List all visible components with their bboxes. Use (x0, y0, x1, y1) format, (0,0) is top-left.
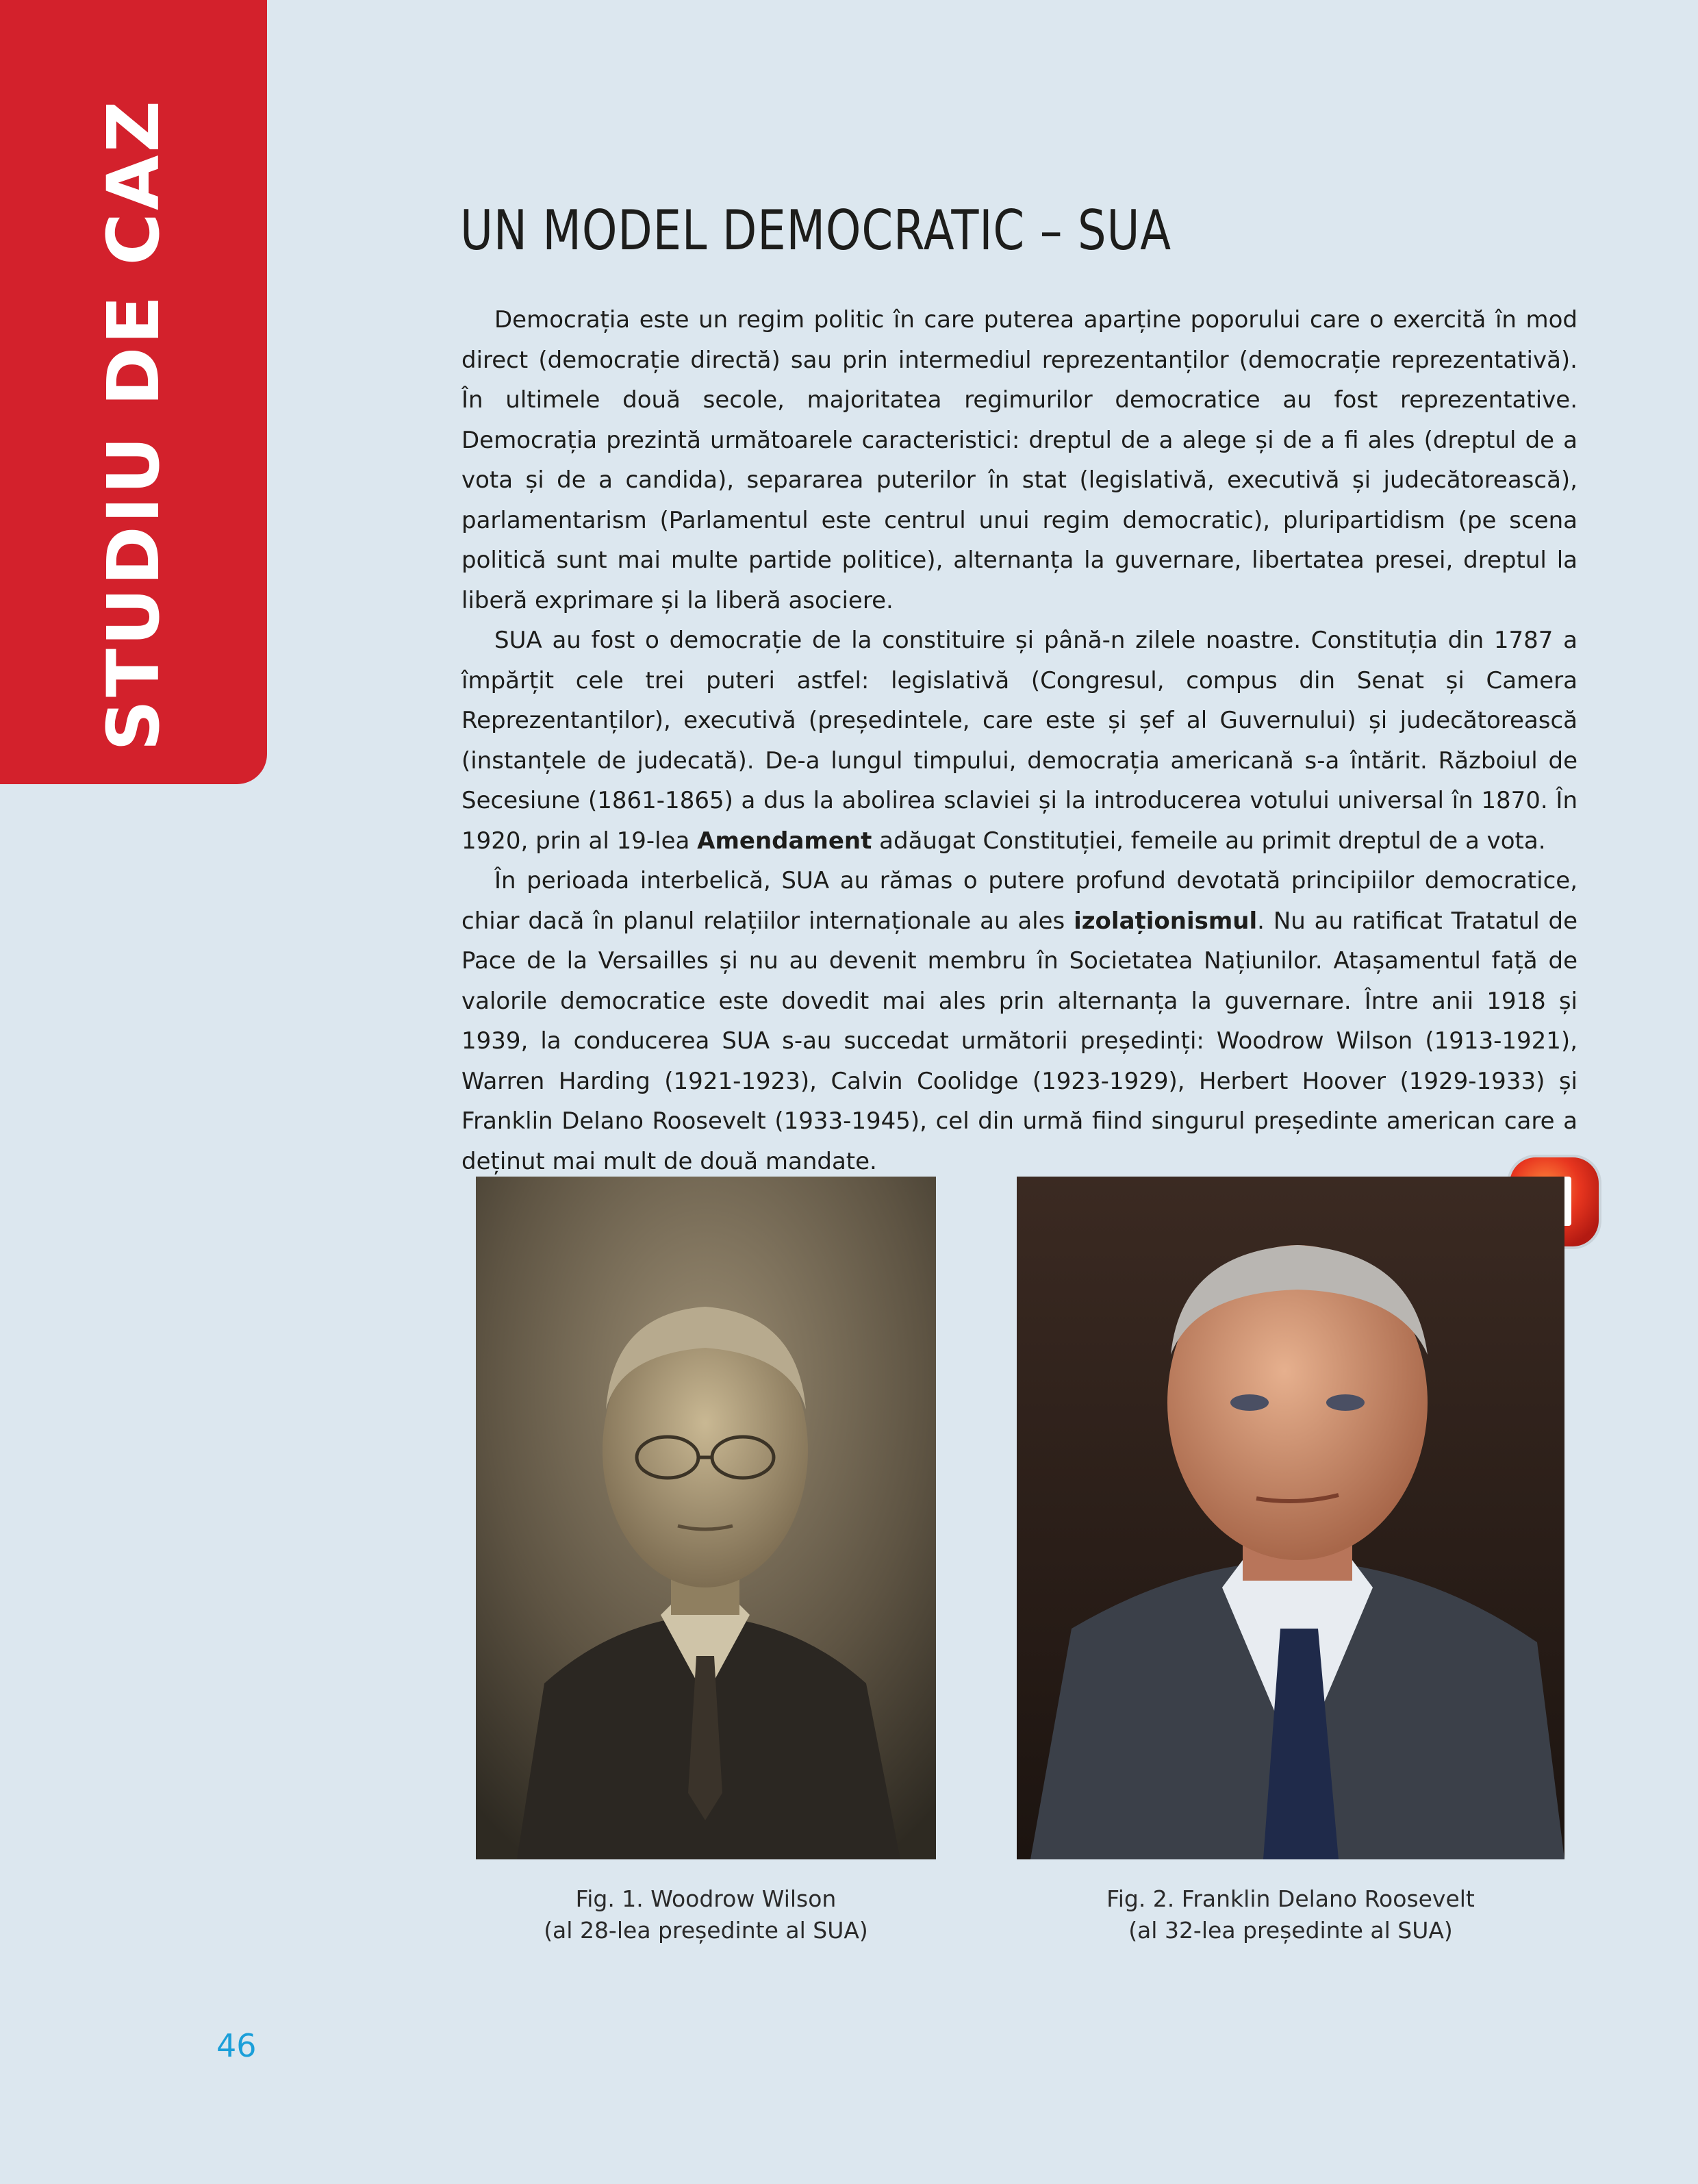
keyword-izolationismul: izolaționismul (1074, 907, 1258, 935)
paragraph-1: Democrația este un regim politic în care puterea aparține poporului care o exercită în mod direct (democrație directă) sau prin intermediul reprezentanților (democrație reprezentativă). În ultimele două secole, majoritatea regimurilor democratice au fost reprezentative. Democrația prezintă următoarele caracteristici: dreptul de a alege și de a fi ales (dreptul de a vota și de a candida), separarea puterilor în stat (legislativă, executivă și judecătorească), parlamentarism (Parlamentul este centrul unui regim democratic), pluripartidism (pe scena politică sunt mai multe partide politice), alternanța la guvernare, libertatea presei, dreptul la liberă exprimare și la liberă asociere. (461, 306, 1577, 614)
figure-1-caption: Fig. 1. Woodrow Wilson (al 28-lea președinte al SUA) (544, 1885, 868, 1944)
figure-2-caption: Fig. 2. Franklin Delano Roosevelt (al 32-lea președinte al SUA) (1106, 1885, 1475, 1944)
keyword-amendament: Amendament (697, 827, 872, 855)
paragraph-3: În perioada interbelică, SUA au rămas o putere profund devotată principiilor democratice, chiar dacă în planul relațiilor internaționale au ales izolaționismul. Nu au ratificat Tratatul de Pace de la Versailles și nu au devenit membru în Societatea Națiunilor. Atașamentul față de valorile democratice este dovedit mai ales prin alternanța la guvernare. Între anii 1918 și 1939, la conducerea SUA s-au succedat următorii președinți: Woodrow Wilson (1913-1921), Warren Harding (1921-1923), Calvin Coolidge (1923-1929), Herbert Hoover (1929-1933) și Franklin Delano Roosevelt (1933-1945), cel din urmă fiind singurul președinte american care a deținut mai mult de două mandate. (461, 867, 1578, 1175)
page-number: 46 (216, 2027, 257, 2064)
paragraph-2: SUA au fost o democrație de la constituire și până-n zilele noastre. Constituția din 1787 a împărțit cele trei puteri astfel: legislativă (Congresul, compus din Senat și Camera Reprezentanților), executivă (președintele, care este și șef al Guvernului) și judecătorească (instanțele de judecată). De-a lungul timpului, democrația americană s-a întărit. Războiul de Secesiune (1861-1865) a dus la abolirea sclaviei și la introducerea votului universal în 1870. În 1920, prin al 19-lea Amendament adăugat Constituției, femeile au primit dreptul de a vota. (461, 627, 1577, 855)
section-tab (0, 0, 267, 784)
article-body (461, 300, 1577, 1181)
section-tab-label: STUDIU DE CAZ (92, 98, 175, 751)
figure-2-portrait (1017, 1177, 1564, 1859)
figure-1-portrait (476, 1177, 936, 1859)
page-title: UN MODEL DEMOCRATIC – SUA (460, 199, 1172, 262)
